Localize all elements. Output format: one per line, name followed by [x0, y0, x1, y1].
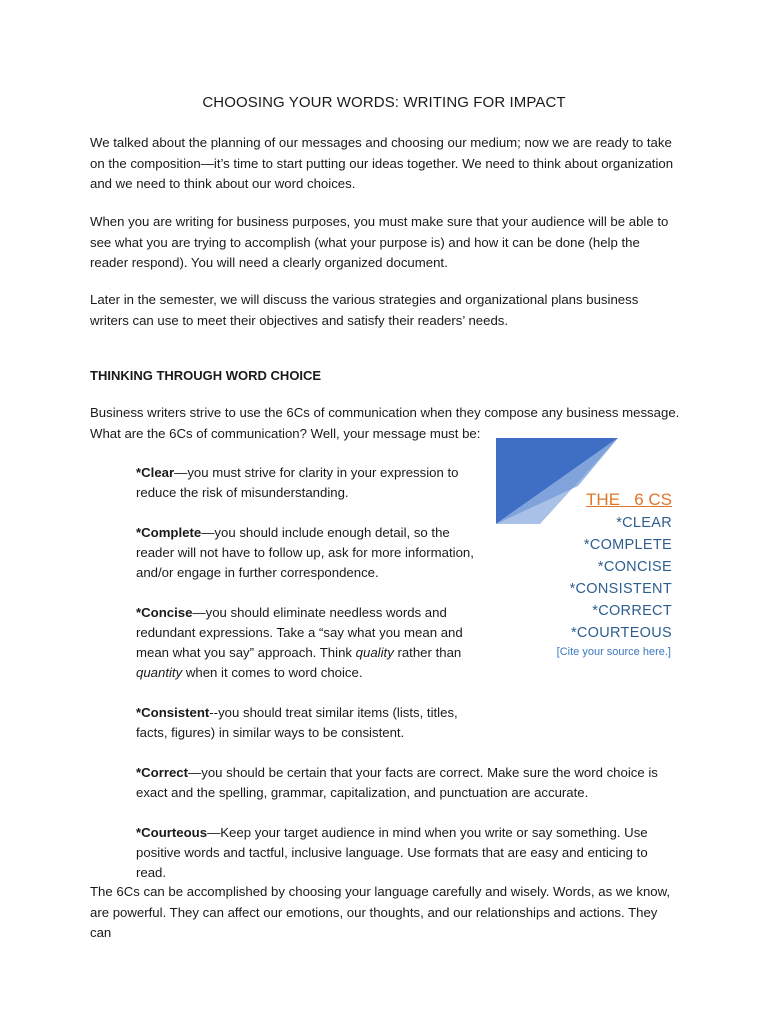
sidebar-item-clear: *CLEAR: [616, 515, 672, 531]
sidebar-item-consistent: *CONSISTENT: [569, 581, 672, 597]
closing-paragraph: The 6Cs can be accomplished by choosing your language carefully and wisely. Words, as we know, are powerful. They can affect our emotions, our thoughts, and our relationships and actions. They can: [90, 884, 671, 940]
list-item-courteous: [136, 823, 681, 883]
term-clear: *Clear: [136, 465, 175, 480]
list-item-correct: [136, 763, 681, 803]
sidebar-item-courteous: *COURTEOUS: [570, 625, 672, 641]
sidebar-item-concise: *CONCISE: [597, 559, 672, 575]
intro-paragraph: Business writers strive to use the 6Cs of communication when they compose any business message. What are the 6Cs of communication? Well, your message must be:: [90, 405, 680, 441]
item-text-courteous: —Keep your target audience in mind when you write or say something. Use positive words and tactful, inclusive language. Use formats that are easy and enticing to read.: [136, 825, 648, 880]
item-text-concise-c: when it comes to word choice.: [182, 665, 363, 680]
item-emphasis-quality: quality: [355, 645, 394, 660]
item-text-concise-a: —you should eliminate needless words and redundant expressions. Take a “say what you mean and mean what you say” approach. Think: [136, 605, 463, 660]
list-item-concise: [136, 603, 476, 683]
item-text-correct: —you should be certain that your facts are correct. Make sure the word choice is exact and the spelling, grammar, capitalization, and punctuation are accurate.: [136, 765, 658, 800]
document-title: CHOOSING YOUR WORDS: WRITING FOR IMPACT: [202, 94, 566, 111]
sidebar-list: [570, 512, 672, 644]
term-courteous: *Courteous: [136, 825, 208, 840]
six-cs-sidebar: [490, 434, 680, 674]
list-item-consistent: [136, 703, 476, 743]
term-concise: *Concise: [136, 605, 193, 620]
term-correct: *Correct: [136, 765, 189, 780]
item-text-consistent: --you should treat similar items (lists, titles, facts, figures) in similar ways to be consistent.: [136, 705, 458, 740]
term-complete: *Complete: [136, 525, 202, 540]
list-item-complete: [136, 523, 476, 583]
paragraph-3: Later in the semester, we will discuss the various strategies and organizational plans business writers can use to meet their objectives and satisfy their readers’ needs.: [90, 292, 639, 328]
section-heading: THINKING THROUGH WORD CHOICE: [90, 368, 322, 383]
term-consistent: *Consistent: [136, 705, 210, 720]
item-text-complete: —you should include enough detail, so the reader will not have to follow up, ask for more information, and/or engage in further correspondence.: [136, 525, 474, 580]
sidebar-item-complete: *COMPLETE: [583, 537, 672, 553]
sidebar-citation: [Cite your source here.]: [556, 646, 671, 658]
item-text-concise-b: rather than: [393, 645, 462, 660]
paragraph-1: We talked about the planning of our messages and choosing our medium; now we are ready to take on the composition—it’s time to start putting our ideas together. We need to think about organization and we need to think about our word choices.: [90, 135, 674, 191]
item-text-clear: —you must strive for clarity in your expression to reduce the risk of misunderstanding.: [136, 465, 459, 500]
sidebar-item-correct: *CORRECT: [592, 603, 672, 619]
item-emphasis-quantity: quantity: [136, 665, 183, 680]
sidebar-title: THE 6 CS: [586, 490, 672, 509]
paragraph-2: When you are writing for business purposes, you must make sure that your audience will be able to see what you are trying to accomplish (what your purpose is) and how it can be done (help the reader respond). You will need a clearly organized document.: [90, 214, 669, 270]
list-item-clear: [136, 463, 476, 503]
